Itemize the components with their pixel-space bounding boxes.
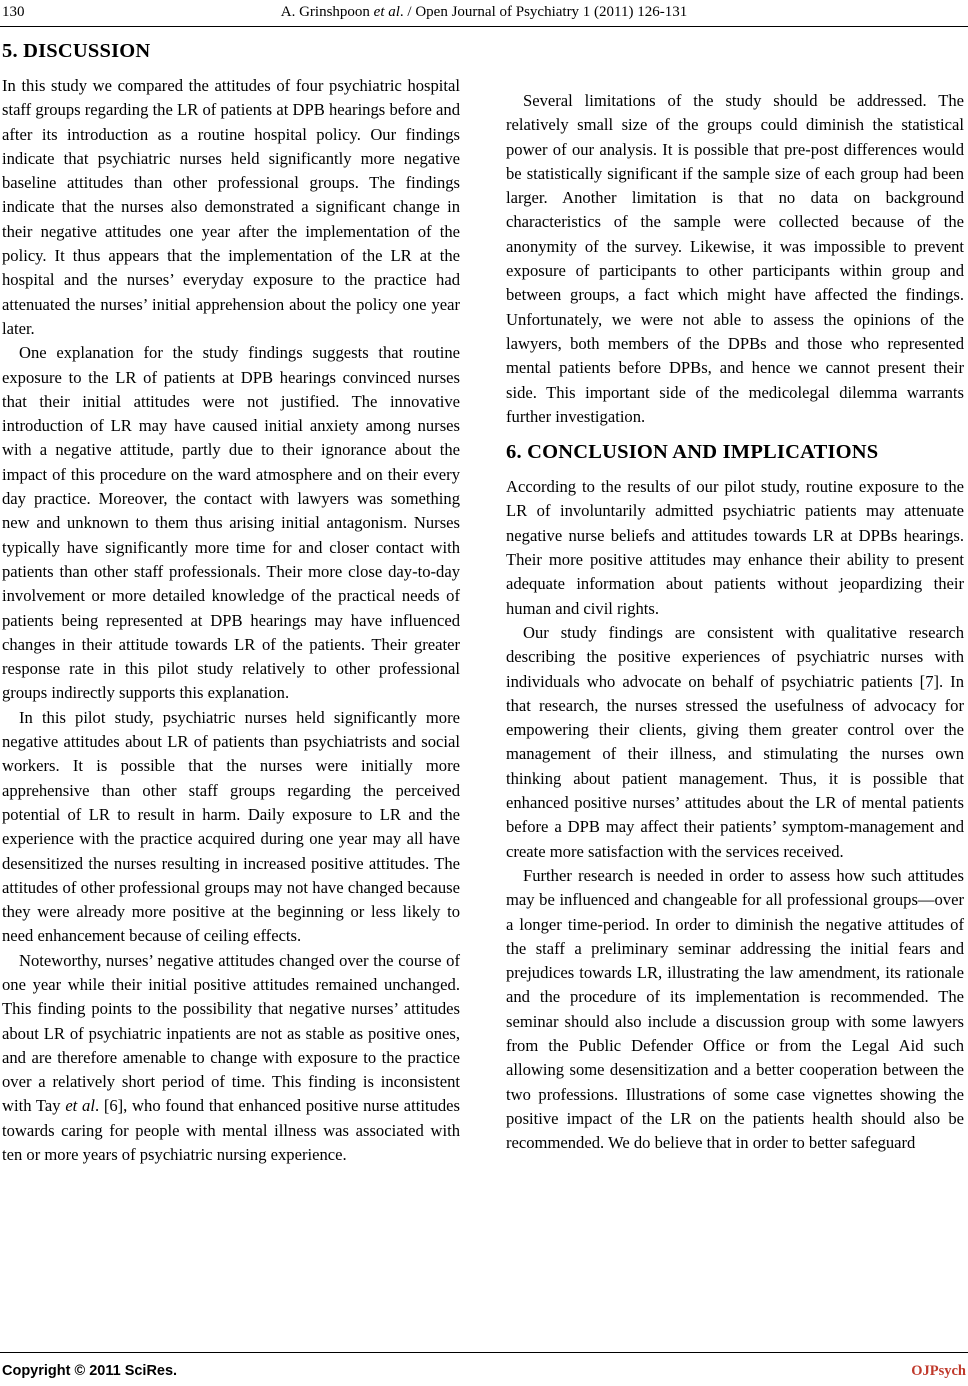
right-column <box>506 41 964 1155</box>
page-footer <box>0 1363 968 1383</box>
conclusion-paragraph-2: Our study findings are consistent with qualitative research describing the positive experiences of psychiatric nurses with individuals who advocate on behalf of psychiatric patients [7]. In that research, the nurses stressed the usefulness of advocacy for empowering their clients, giving them greater control over the management of their illness, and stimulating the nurses own thinking about patient management. Thus, it is possible that enhanced positive nurses’ attitudes about the LR of mental patients before a DPB may affect their patients’ symptom-management and create more satisfaction with the services received. <box>506 622 964 861</box>
conclusion-heading: 6. CONCLUSION AND IMPLICATIONS <box>506 441 879 464</box>
conclusion-paragraph-3: Further research is needed in order to assess how such attitudes may be influenced and changeable for all professional groups―over a longer time-period. In order to diminish the negative attitudes of the staff a preliminary seminar addressing the initial fears and prejudices towards LR, illustrating the law amendment, its rationale and the procedure of its implementation is recommended. The seminar should also include a discussion group with some lawyers from the Public Defender Office or from the Legal Aid such allowing some desensitization and a better cooperation between the two professions. Illustrations of some case vignettes showing the positive impact of the LR on the patients health should also be recommended. We do believe that in order to better safeguard <box>506 865 964 1153</box>
discussion-paragraph-1: In this study we compared the attitudes of four psychiatric hospital staff groups regarding the LR of patients at DPB hearings before and after its introduction as a routine hospital policy. Our findings indicate that psychiatric nurses held significantly more negative baseline attitudes than other professional groups. The findings indicate that the nurses also demonstrated a significant change in their negative attitudes one year after the implementation of the policy. It thus appears that the implementation of the LR at the hospital and the nurses’ everyday exposure to the practice had attenuated the nurses’ initial apprehension about the policy one year later. <box>2 76 460 338</box>
page-number: 130 <box>2 4 25 20</box>
running-head-etal: et al <box>373 4 400 20</box>
discussion-paragraph-4-text-a: Noteworthy, nurses’ negative attitudes changed over the course of one year while their initial positive attitudes remained unchanged. This finding points to the possibility that negative nurses’ attitudes about LR of psychiatric inpatients are not as stable as positive ones, and are therefore amenable to change with exposure to the practice over a relatively short period of time. This finding is inconsistent with Tay <box>2 950 460 1116</box>
running-head-journal: . / Open Journal of Psychiatry 1 (2011) 126-131 <box>399 4 688 20</box>
footer-rule <box>0 1352 968 1353</box>
copyright-notice: Copyright © 2011 SciRes. <box>2 1363 178 1379</box>
conclusion-paragraph-1: According to the results of our pilot study, routine exposure to the LR of involuntarily admitted psychiatric patients may attenuate negative nurse beliefs and attitudes towards LR at DPBs hearings. Their more positive attitudes may enhance their ability to present adequate information about patients without jeopardizing their human and civil rights. <box>506 477 964 618</box>
left-column <box>2 38 460 1167</box>
discussion-paragraph-4 <box>2 949 460 1168</box>
discussion-paragraph-2: One explanation for the study findings suggests that routine exposure to the LR of patients at DPB hearings convinced nurses that their initial attitudes were not justified. The innovative introduction of LR may have caused initial anxiety among nurses with a negative attitude, partly due to their ignorance about the impact of this procedure on the ward atmosphere and on their every day practice. Moreover, the contact with lawyers was something new and unknown to them thus arising initial antagonism. Nurses typically have significantly more time for and closer contact with patients than other staff professionals. Their more close day-to-day involvement or more detailed knowledge of the practical needs of patients being represented at DPB hearings may have influenced changes in their attitude towards LR of the patients. Their greater response rate in this pilot study relatively to other professional groups indirectly supports this explanation. <box>2 343 460 703</box>
discussion-heading: 5. DISCUSSION <box>2 40 151 62</box>
discussion-paragraph-5: Several limitations of the study should be addressed. The relatively small size of the groups could diminish the statistical power of our analysis. It is possible that pre-post differences would be statistically significant if the sample size of each group had been larger. Another limitation is that no data on background characteristics of the sample were collected because of the anonymity of the survey. Likewise, it was impossible to prevent exposure of participants to other participants within group and between groups, a fact which might have affected the findings. Unfortunately, we were not able to assess the opinions of the lawyers, both members of the DPBs and those who represented mental patients before DPBs, and hence we cannot present their side. This important side of the medicolegal dilemma warrants further investigation. <box>506 91 964 426</box>
discussion-paragraph-4-text-b: . [6], who found that enhanced positive nurse attitudes towards caring for people with mental illness was associated with ten or more years of psychiatric nursing experience. <box>2 1096 460 1165</box>
discussion-paragraph-3: In this pilot study, psychiatric nurses held significantly more negative attitudes about LR of patients than psychiatrists and social workers. It is possible that the nurses were initially more apprehensive than other staff groups regarding the perceived potential of LR to result in harm. Daily exposure to LR and the experience with the practice acquired during one year may all have desensitized the nurses resulting in increased positive attitudes. The attitudes of other professional groups may not have changed because they were already more positive at the beginning or less likely to need enhancement because of ceiling effects. <box>2 707 460 946</box>
journal-abbreviation: OJPsych <box>911 1363 966 1379</box>
running-head <box>0 4 968 21</box>
citation-etal: et al <box>65 1096 95 1116</box>
page-header <box>0 4 968 26</box>
running-head-authors: A. Grinshpoon <box>280 4 374 20</box>
header-rule <box>0 26 968 27</box>
